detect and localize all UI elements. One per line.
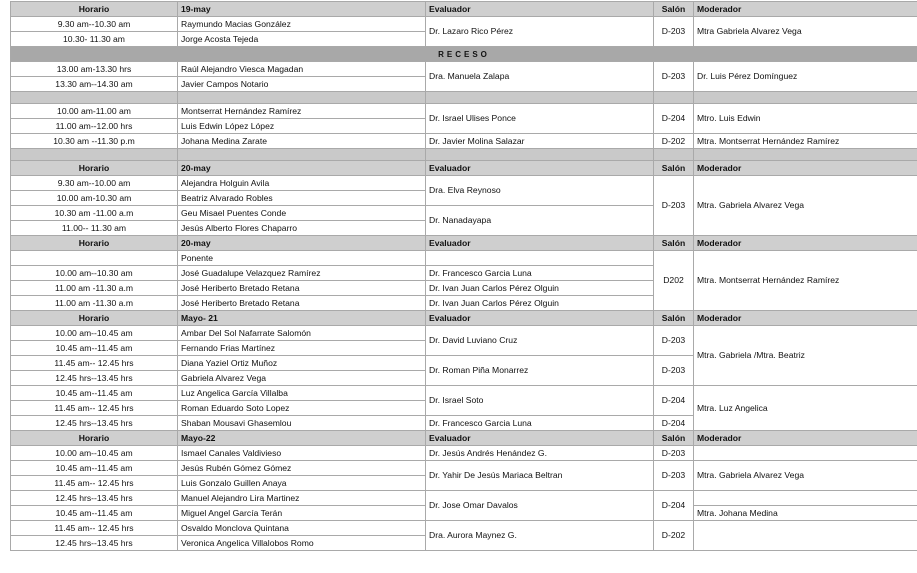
time-cell: 10.30 am --11.30 p.m xyxy=(11,134,178,149)
header-evaluador: Evaluador xyxy=(426,311,654,326)
name-cell: Jesús Rubén Gómez Gómez xyxy=(178,461,426,476)
header-horario: Horario xyxy=(11,236,178,251)
moderador-cell: Mtra. Johana Medina xyxy=(694,506,917,521)
time-cell: 9.30 am--10.30 am xyxy=(11,17,178,32)
evaluador-cell: Dr. Ivan Juan Carlos Pérez Olguin xyxy=(426,296,654,311)
time-cell: 10.30- 11.30 am xyxy=(11,32,178,47)
spacer-row xyxy=(11,92,917,104)
receso-row xyxy=(11,47,917,62)
table-row xyxy=(11,386,917,401)
name-cell: Fernando Frias Martínez xyxy=(178,341,426,356)
evaluador-cell: Dr. David Luviano Cruz xyxy=(426,326,654,356)
moderador-cell: Dr. Luis Pérez Domínguez xyxy=(694,62,917,92)
moderador-cell: Mtro. Luis Edwin xyxy=(694,104,917,134)
moderador-cell: Mtra Gabriela Alvarez Vega xyxy=(694,17,917,47)
time-cell: 10.00 am--10.45 am xyxy=(11,446,178,461)
name-cell: Geu Misael Puentes Conde xyxy=(178,206,426,221)
moderador-cell: Mtra. Gabriela /Mtra. Beatriz xyxy=(694,326,917,386)
name-cell: Alejandra Holguin Avila xyxy=(178,176,426,191)
time-cell: 11.45 am-- 12.45 hrs xyxy=(11,356,178,371)
time-cell: 10.00 am--10.45 am xyxy=(11,326,178,341)
evaluador-cell: Dr. Francesco Garcia Luna xyxy=(426,266,654,281)
time-cell: 11.45 am-- 12.45 hrs xyxy=(11,476,178,491)
name-cell: Miguel Angel García Terán xyxy=(178,506,426,521)
name-cell: Ismael Canales Valdivieso xyxy=(178,446,426,461)
table-row xyxy=(11,17,917,32)
salon-cell: D-204 xyxy=(654,491,694,521)
evaluador-cell: Dr. Javier Molina Salazar xyxy=(426,134,654,149)
time-cell: 12.45 hrs--13.45 hrs xyxy=(11,371,178,386)
table-row xyxy=(11,104,917,119)
salon-cell: D-202 xyxy=(654,134,694,149)
name-cell: Raymundo Macias González xyxy=(178,17,426,32)
table-row xyxy=(11,134,917,149)
table-row xyxy=(11,326,917,341)
header-evaluador: Evaluador xyxy=(426,236,654,251)
time-cell: 10.00 am-10.30 am xyxy=(11,191,178,206)
time-cell: 10.00 am-11.00 am xyxy=(11,104,178,119)
name-cell: Manuel Alejandro Lira Martinez xyxy=(178,491,426,506)
name-cell: Beatriz Alvarado Robles xyxy=(178,191,426,206)
header-evaluador: Evaluador xyxy=(426,161,654,176)
name-cell: Ambar Del Sol Nafarrate Salomón xyxy=(178,326,426,341)
time-cell: 12.45 hrs--13.45 hrs xyxy=(11,536,178,551)
header-row xyxy=(11,161,917,176)
header-date: 20-may xyxy=(178,236,426,251)
time-cell: 10.45 am--11.45 am xyxy=(11,506,178,521)
salon-cell: D-203 xyxy=(654,62,694,92)
spacer-row xyxy=(11,149,917,161)
evaluador-cell: Dra. Aurora Maynez G. xyxy=(426,521,654,551)
name-cell: José Heriberto Bretado Retana xyxy=(178,296,426,311)
table-row xyxy=(11,446,917,461)
salon-cell: D-203 xyxy=(654,446,694,461)
evaluador-cell: Dr. Ivan Juan Carlos Pérez Olguin xyxy=(426,281,654,296)
header-date: Mayo-22 xyxy=(178,431,426,446)
name-cell: José Heriberto Bretado Retana xyxy=(178,281,426,296)
name-cell: Luis Gonzalo Guillen Anaya xyxy=(178,476,426,491)
time-cell: 10.30 am -11.00 a.m xyxy=(11,206,178,221)
name-cell: Luz Angelica García Villalba xyxy=(178,386,426,401)
name-cell: Raúl Alejandro Viesca Magadan xyxy=(178,62,426,77)
name-cell: Shaban Mousavi Ghasemlou xyxy=(178,416,426,431)
header-horario: Horario xyxy=(11,161,178,176)
time-cell: 12.45 hrs--13.45 hrs xyxy=(11,416,178,431)
salon-cell: D-203 xyxy=(654,176,694,236)
header-date: 20-may xyxy=(178,161,426,176)
salon-cell: D-203 xyxy=(654,17,694,47)
header-horario: Horario xyxy=(11,2,178,17)
header-row xyxy=(11,311,917,326)
table-row xyxy=(11,251,917,266)
header-moderador: Moderador xyxy=(694,311,917,326)
salon-cell: D-204 xyxy=(654,104,694,134)
header-salon: Salón xyxy=(654,236,694,251)
name-cell: Jorge Acosta Tejeda xyxy=(178,32,426,47)
name-cell: Jesús Alberto Flores Chaparro xyxy=(178,221,426,236)
header-moderador: Moderador xyxy=(694,431,917,446)
time-cell: 11.00-- 11.30 am xyxy=(11,221,178,236)
header-evaluador: Evaluador xyxy=(426,2,654,17)
table-row xyxy=(11,62,917,77)
evaluador-cell: Dr. Yahir De Jesús Mariaca Beltran xyxy=(426,461,654,491)
evaluador-cell: Dr. Francesco Garcia Luna xyxy=(426,416,654,431)
moderador-cell: Mtra. Montserrat Hernández Ramírez xyxy=(694,251,917,311)
header-salon: Salón xyxy=(654,2,694,17)
time-cell: 10.45 am--11.45 am xyxy=(11,386,178,401)
table-row xyxy=(11,461,917,476)
salon-cell: D-204 xyxy=(654,386,694,416)
time-cell: 11.45 am-- 12.45 hrs xyxy=(11,401,178,416)
time-cell: 10.45 am--11.45 am xyxy=(11,341,178,356)
evaluador-cell: Dr. Israel Soto xyxy=(426,386,654,416)
header-moderador: Moderador xyxy=(694,2,917,17)
header-salon: Salón xyxy=(654,431,694,446)
salon-cell: D-202 xyxy=(654,521,694,551)
time-cell: 13.00 am-13.30 hrs xyxy=(11,62,178,77)
name-cell: Javier Campos Notario xyxy=(178,77,426,92)
evaluador-cell: Dr. Nanadayapa xyxy=(426,206,654,236)
evaluador-cell: Dr. Jesús Andrés Henández G. xyxy=(426,446,654,461)
salon-cell: D-204 xyxy=(654,416,694,431)
evaluador-cell: Dr. Jose Omar Davalos xyxy=(426,491,654,521)
time-cell: 13.30 am--14.30 am xyxy=(11,77,178,92)
time-cell: 11.00 am--12.00 hrs xyxy=(11,119,178,134)
time-cell: 11.00 am -11.30 a.m xyxy=(11,281,178,296)
table-row xyxy=(11,176,917,191)
name-cell: Luis Edwin López López xyxy=(178,119,426,134)
name-cell: Veronica Angelica Villalobos Romo xyxy=(178,536,426,551)
evaluador-cell: Dr. Lazaro Rico Pérez xyxy=(426,17,654,47)
header-salon: Salón xyxy=(654,161,694,176)
name-cell: Johana Medina Zarate xyxy=(178,134,426,149)
name-cell: Gabriela Alvarez Vega xyxy=(178,371,426,386)
moderador-cell: Mtra. Montserrat Hernández Ramírez xyxy=(694,134,917,149)
salon-cell: D-203 xyxy=(654,461,694,491)
moderador-cell: Mtra. Luz Angelica xyxy=(694,386,917,431)
schedule-table xyxy=(10,1,917,551)
table-row xyxy=(11,491,917,506)
name-cell: Diana Yaziel Ortiz Muñoz xyxy=(178,356,426,371)
header-row xyxy=(11,431,917,446)
salon-cell: D-203 xyxy=(654,356,694,386)
salon-cell: D202 xyxy=(654,251,694,311)
time-cell: 9.30 am--10.00 am xyxy=(11,176,178,191)
time-cell: 11.45 am-- 12.45 hrs xyxy=(11,521,178,536)
evaluador-cell: Dr. Israel Ulises Ponce xyxy=(426,104,654,134)
time-cell: 11.00 am -11.30 a.m xyxy=(11,296,178,311)
header-row xyxy=(11,2,917,17)
evaluador-cell: Dr. Roman Piña Monarrez xyxy=(426,356,654,386)
header-horario: Horario xyxy=(11,431,178,446)
time-cell: 12.45 hrs--13.45 hrs xyxy=(11,491,178,506)
evaluador-cell: Dra. Elva Reynoso xyxy=(426,176,654,206)
name-cell: Osvaldo Monclova Quintana xyxy=(178,521,426,536)
header-date: Mayo- 21 xyxy=(178,311,426,326)
table-row xyxy=(11,521,917,536)
name-cell: José Guadalupe Velazquez Ramírez xyxy=(178,266,426,281)
header-salon: Salón xyxy=(654,311,694,326)
header-moderador: Moderador xyxy=(694,236,917,251)
moderador-cell: Mtra. Gabriela Alvarez Vega xyxy=(694,176,917,236)
moderador-cell: Mtra. Gabriela Alvarez Vega xyxy=(694,461,917,491)
header-horario: Horario xyxy=(11,311,178,326)
name-cell: Montserrat Hernández Ramírez xyxy=(178,104,426,119)
time-cell: 10.45 am--11.45 am xyxy=(11,461,178,476)
header-evaluador: Evaluador xyxy=(426,431,654,446)
evaluador-cell: Dra. Manuela Zalapa xyxy=(426,62,654,92)
time-cell: 10.00 am--10.30 am xyxy=(11,266,178,281)
header-row xyxy=(11,236,917,251)
receso-label: RECESO xyxy=(11,47,917,62)
header-moderador: Moderador xyxy=(694,161,917,176)
header-date: 19-may xyxy=(178,2,426,17)
name-cell: Roman Eduardo Soto Lopez xyxy=(178,401,426,416)
salon-cell: D-203 xyxy=(654,326,694,356)
ponente-label: Ponente xyxy=(178,251,426,266)
